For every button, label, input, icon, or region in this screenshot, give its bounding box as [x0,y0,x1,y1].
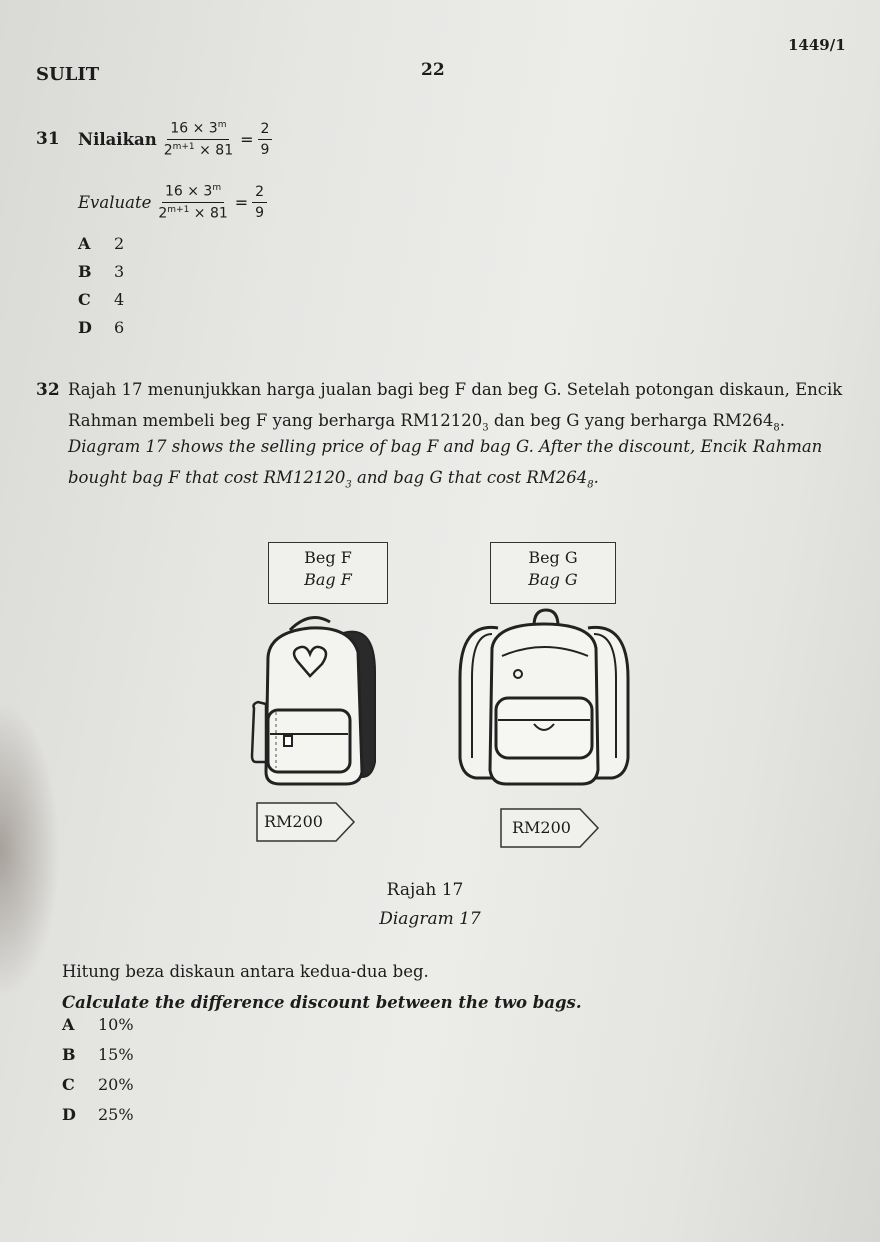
q32-ask-english: Calculate the difference discount between the two bags. [62,993,582,1012]
q31-fraction-malay: $\frac{16 \times 3^m}{2^{m+1} \times 81}$ [163,120,234,159]
q31-number: 31 [36,129,60,150]
bag-f-label-box: Beg F Bag F [268,542,388,604]
q31-english-line: Evaluate $\frac{16 \times 3^m}{2^{m+1} \times 81}$ = $\frac{2}{9}$ [78,183,271,221]
diagram-caption-english: Diagram 17 [379,909,481,929]
q32-malay-line-1: Rajah 17 menunjukkan harga jualan bagi beg F dan beg G. Setelah potongan diskaun, Encik [68,380,843,399]
q31-malay-line: 31 Nilaikan $\frac{16 \times 3^m}{2^{m+1} \times 81}$ = $\frac{2}{9}$ [36,120,276,158]
q31-option-a[interactable]: A 2 [78,234,125,253]
price-tag-g: RM200 [500,808,559,827]
q31-fraction-english: $\frac{16 \times 3^m}{2^{m+1} \times 81}$ [158,183,228,222]
q32-option-a[interactable]: A 10% [62,1015,134,1034]
q31-malay-lead: Nilaikan [78,129,157,149]
q32-option-c[interactable]: C 20% [62,1075,134,1094]
q31-option-d[interactable]: D 6 [78,318,125,337]
diagram-caption-malay: Rajah 17 [386,880,464,900]
q32-option-d[interactable]: D 25% [62,1105,134,1124]
q31-english-lead: Evaluate [78,192,152,212]
page-number: 22 [421,60,445,80]
bag-g-illustration [452,608,634,790]
photo-shadow [0,700,60,1000]
q31-option-c[interactable]: C 4 [78,290,125,309]
sulit-label: SULIT [36,64,100,85]
q32-ask-malay: Hitung beza diskaun antara kedua-dua beg. [62,962,429,981]
q32-option-b[interactable]: B 15% [62,1045,134,1064]
bag-g-label-box: Beg G Bag G [490,542,616,604]
paper-code: 1449/1 [788,36,846,54]
q31-rhs-english: $\frac{2}{9}$ [252,184,267,221]
q31-rhs-malay: $\frac{2}{9}$ [258,121,273,158]
q32-number: 32 [36,380,60,400]
q31-options [78,234,124,346]
q32-english-line-1: Diagram 17 shows the selling price of bag F and bag G. After the discount, Encik Rahman [68,437,823,456]
q32-malay-line-2: Rahman membeli beg F yang berharga $RM12120_3$ dan beg G yang berharga $RM264_8$. [68,411,785,434]
bag-f-illustration [250,612,385,790]
price-tag-f: RM200 [256,802,315,821]
q32-options [62,1015,134,1135]
q32-english-line-2: bought bag F that cost $RM12120_3$ and bag G that cost $RM264_8$. [68,468,599,491]
q31-option-b[interactable]: B 3 [78,262,125,281]
